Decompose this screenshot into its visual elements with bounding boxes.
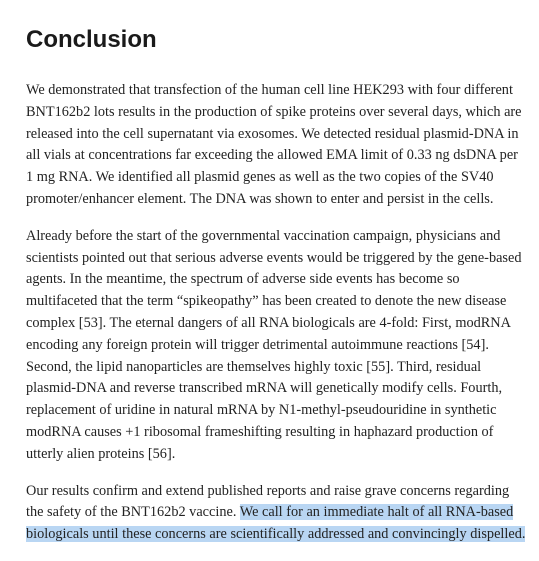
section-heading: Conclusion [26,26,157,53]
text-line: 1 mg RNA. We identified all plasmid genes as well as the two copies of the SV40 [26,169,494,186]
text-line: released into the cell supernatant via exosomes. We detected residual plasmid-DNA in [26,125,519,142]
text-line: We demonstrated that transfection of the human cell line HEK293 with four different [26,82,513,98]
text-line: agents. In the meantime, the spectrum of adverse side events has become so [26,271,460,288]
plain-text: the safety of the BNT162b2 vaccine. [26,504,240,521]
text-line: Second, the lipid nanoparticles are themselves highly toxic [55]. Third, residual [26,358,482,375]
text-line: encoding any foreign protein will trigger detrimental autoimmune reactions [54]. [26,336,489,353]
article-body [26,80,526,561]
text-line [26,524,526,546]
paragraph-3 [26,481,526,546]
highlighted-selection[interactable]: biologicals until these concerns are scientifically addressed and convincingly dispelled. [26,526,526,543]
text-line: multifaceted that the term “spikeopathy” has been created to denote the new disease [26,293,507,310]
text-line: utterly alien proteins [56]. [26,445,176,462]
text-line: scientists pointed out that serious adverse events would be triggered by the gene-based [26,249,522,266]
paragraph-2 [26,226,526,466]
paragraph-1 [26,80,526,211]
text-line: all vials at concentrations far exceeding the allowed EMA limit of 0.33 ng dsDNA per [26,147,518,164]
text-line: plasmid-DNA and reverse transcribed mRNA will genetically modify cells. Fourth, [26,380,503,397]
text-line: promoter/enhancer element. The DNA was shown to enter and persist in the cells. [26,190,494,207]
text-line: Already before the start of the governmental vaccination campaign, physicians and [26,227,501,244]
text-line: complex [53]. The eternal dangers of all RNA biologicals are 4-fold: First, modRNA [26,314,511,331]
text-line: Our results confirm and extend published reports and raise grave concerns regarding [26,482,510,499]
text-line [26,502,526,524]
text-line: modRNA causes +1 ribosomal frameshifting resulting in haphazard production of [26,423,494,440]
text-line: replacement of uridine in natural mRNA by N1-methyl-pseudouridine in synthetic [26,402,497,419]
highlighted-selection[interactable]: We call for an immediate halt of all RNA-based [239,504,514,521]
text-line: BNT162b2 lots results in the production of spike proteins over several days, which are [26,103,522,120]
